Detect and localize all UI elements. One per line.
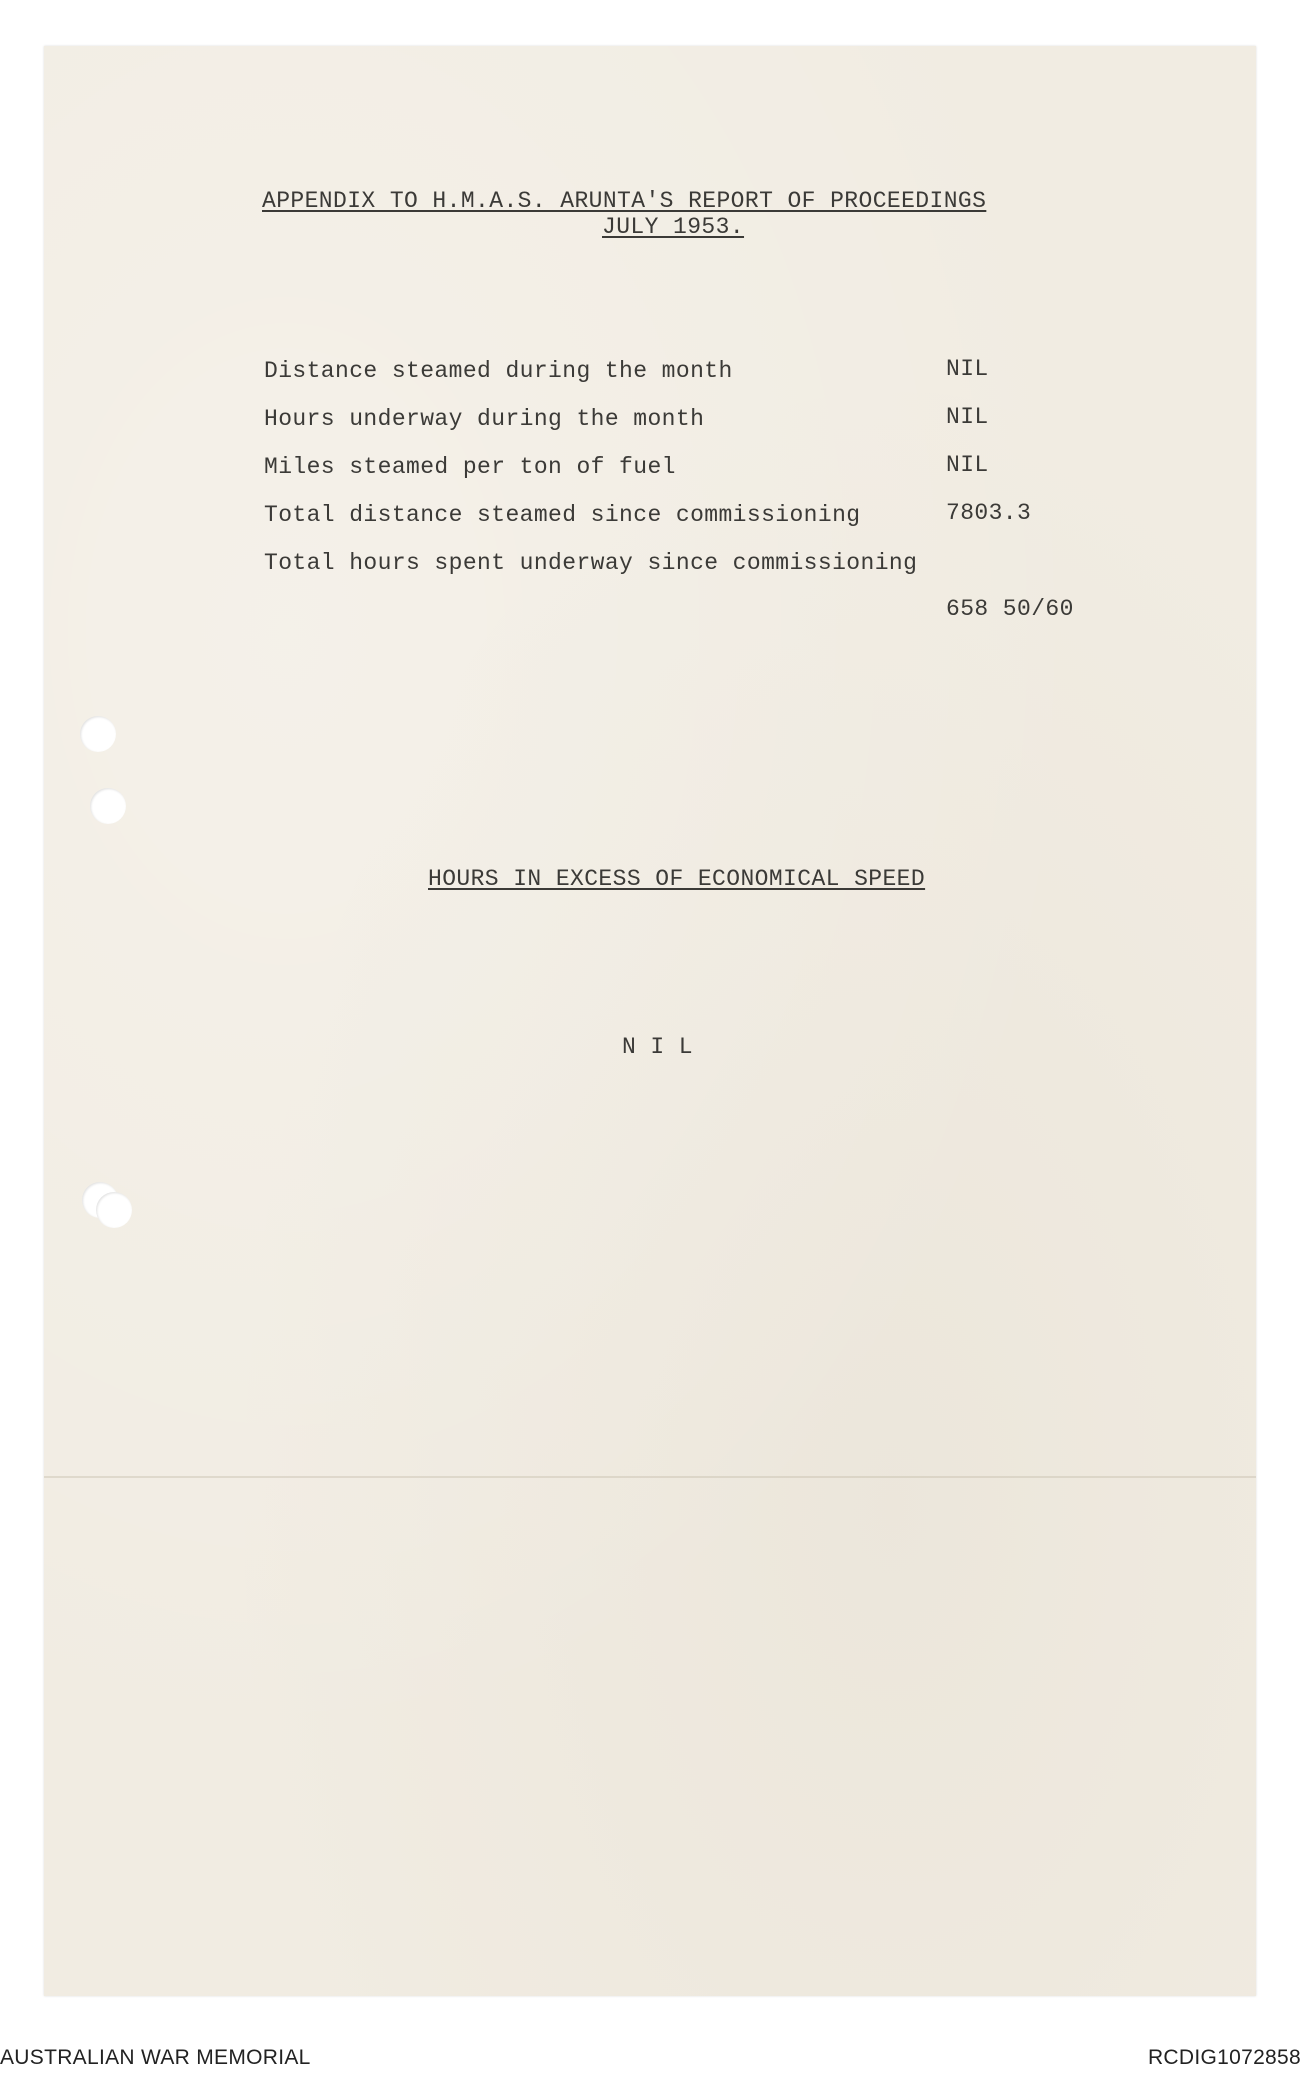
- row-value: 658 50/60: [946, 596, 1074, 622]
- document-sheet: [44, 46, 1256, 1996]
- punch-hole: [80, 716, 116, 752]
- paper-fold: [44, 1476, 1256, 1478]
- heading-line-1: APPENDIX TO H.M.A.S. ARUNTA'S REPORT OF PROCEEDINGS: [262, 188, 987, 214]
- punch-hole: [96, 1192, 132, 1228]
- row-label: Distance steamed during the month: [264, 358, 733, 384]
- punch-hole: [90, 788, 126, 824]
- row-label: Total distance steamed since commissioning: [264, 502, 861, 528]
- row-label: Miles steamed per ton of fuel: [264, 454, 676, 480]
- row-value: NIL: [946, 452, 989, 478]
- section-title: HOURS IN EXCESS OF ECONOMICAL SPEED: [428, 866, 926, 892]
- row-label: Total hours spent underway since commissioning: [264, 550, 918, 576]
- footer-left: AUSTRALIAN WAR MEMORIAL: [0, 2046, 311, 2069]
- footer-right: RCDIG1072858: [1147, 2046, 1301, 2069]
- section-value: N I L: [622, 1034, 694, 1060]
- row-value: NIL: [946, 404, 989, 430]
- row-label: Hours underway during the month: [264, 406, 705, 432]
- row-value: 7803.3: [946, 500, 1032, 526]
- heading-line-2: JULY 1953.: [602, 214, 745, 240]
- row-value: NIL: [946, 356, 989, 382]
